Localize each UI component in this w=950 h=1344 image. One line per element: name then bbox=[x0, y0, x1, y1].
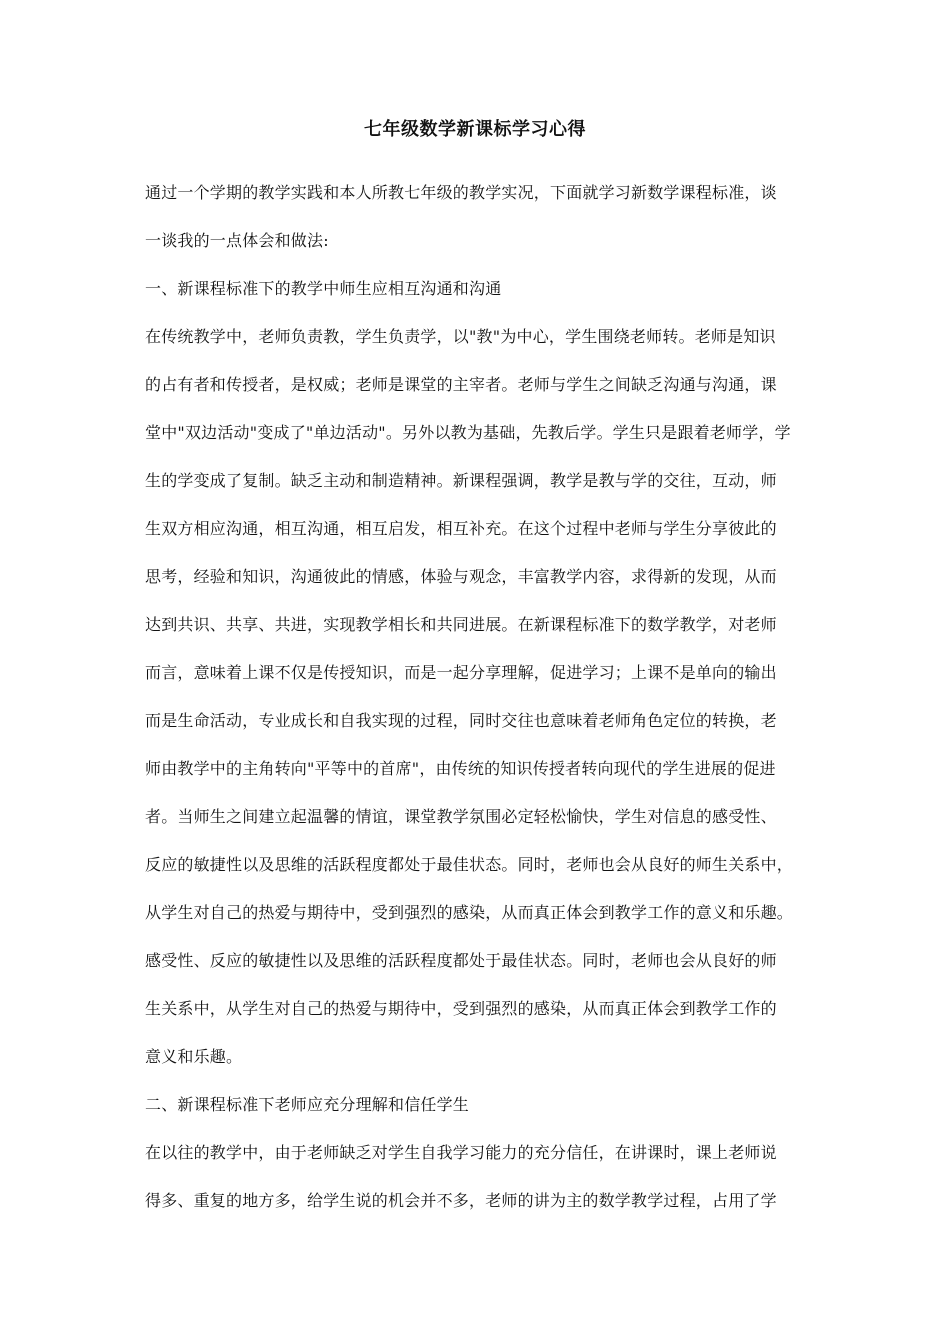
body-line-11: 而言，意味着上课不仅是传授知识，而是一起分享理解，促进学习；上课不是单向的输出 bbox=[145, 663, 777, 682]
body-line-10: 达到共识、共享、共进，实现教学相长和共同进展。在新课程标准下的数学教学，对老师 bbox=[145, 615, 777, 634]
body-line-5: 的占有者和传授者，是权威；老师是课堂的主宰者。老师与学生之间缺乏沟通与沟通，课 bbox=[145, 375, 777, 394]
body-line-2: 一谈我的一点体会和做法: bbox=[145, 231, 329, 250]
body-line-13: 师由教学中的主角转向"平等中的首席"，由传统的知识传授者转向现代的学生进展的促进 bbox=[145, 759, 776, 778]
section-heading-2: 二、新课程标准下老师应充分理解和信任学生 bbox=[145, 1095, 470, 1114]
body-line-6: 堂中"双边活动"变成了"单边活动"。另外以教为基础，先教后学。学生只是跟着老师学，学 bbox=[145, 423, 791, 442]
body-line-17: 感受性、反应的敏捷性以及思维的活跃程度都处于最佳状态。同时，老师也会从良好的师 bbox=[145, 951, 777, 970]
body-line-18: 生关系中，从学生对自己的热爱与期待中，受到强烈的感染，从而真正体会到教学工作的 bbox=[145, 999, 777, 1018]
section-heading-1: 一、新课程标准下的教学中师生应相互沟通和沟通 bbox=[145, 279, 502, 298]
body-line-15: 反应的敏捷性以及思维的活跃程度都处于最佳状态。同时，老师也会从良好的师生关系中， bbox=[145, 855, 794, 874]
body-line-7: 生的学变成了复制。缺乏主动和制造精神。新课程强调，教学是教与学的交往，互动，师 bbox=[145, 471, 777, 490]
body-line-4: 在传统教学中，老师负责教，学生负责学，以"教"为中心，学生围绕老师转。老师是知识 bbox=[145, 327, 776, 346]
body-line-21: 在以往的教学中，由于老师缺乏对学生自我学习能力的充分信任，在讲课时，课上老师说 bbox=[145, 1143, 777, 1162]
document-title: 七年级数学新课标学习心得 bbox=[364, 119, 586, 140]
body-line-8: 生双方相应沟通，相互沟通，相互启发，相互补充。在这个过程中老师与学生分享彼此的 bbox=[145, 519, 777, 538]
body-line-22: 得多、重复的地方多，给学生说的机会并不多，老师的讲为主的数学教学过程，占用了学 bbox=[145, 1191, 777, 1210]
body-line-19: 意义和乐趣。 bbox=[145, 1047, 243, 1066]
body-line-9: 思考，经验和知识，沟通彼此的情感，体验与观念，丰富教学内容，求得新的发现，从而 bbox=[145, 567, 777, 586]
body-line-12: 而是生命活动，专业成长和自我实现的过程，同时交往也意味着老师角色定位的转换，老 bbox=[145, 711, 777, 730]
body-line-1: 通过一个学期的教学实践和本人所教七年级的教学实况，下面就学习新数学课程标准，谈 bbox=[145, 183, 777, 202]
body-line-14: 者。当师生之间建立起温馨的情谊，课堂教学氛围必定轻松愉快，学生对信息的感受性、 bbox=[145, 807, 777, 826]
body-line-16: 从学生对自己的热爱与期待中，受到强烈的感染，从而真正体会到教学工作的意义和乐趣。 bbox=[145, 903, 794, 922]
